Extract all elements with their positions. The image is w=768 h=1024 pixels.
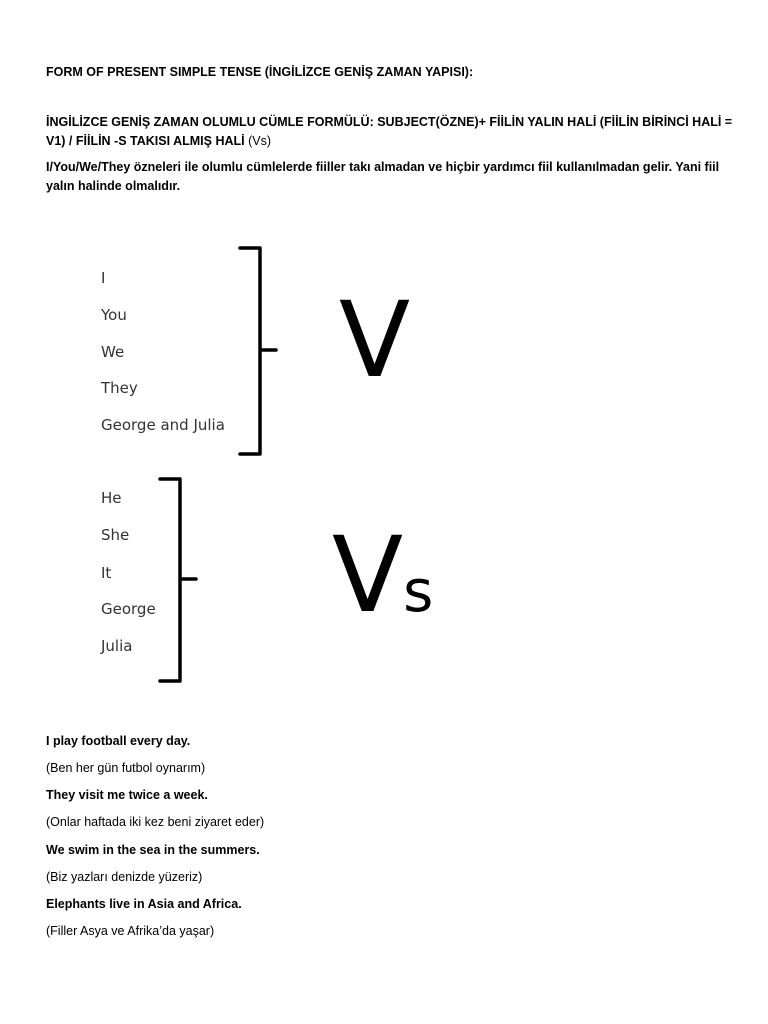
group1-brace (234, 244, 282, 460)
group2-verb (332, 514, 434, 636)
group2-subject: George (101, 600, 156, 618)
group2-brace (154, 475, 202, 687)
group2-subject: Julia (101, 637, 133, 655)
group1-subject: They (101, 379, 138, 397)
group2-subject: It (101, 564, 112, 582)
formula-bold: İNGİLİZCE GENİŞ ZAMAN OLUMLU CÜMLE FORMÜLÜ: SUBJECT(ÖZNE)+ FİİLİN YALIN HALİ (FİİLİN BİRİNCİ HALİ = V1) / FİİLİN -S TAKISI ALMIŞ HALİ (46, 115, 733, 148)
example-english: We swim in the sea in the summers. (46, 843, 260, 857)
group1-subject: George and Julia (101, 416, 225, 434)
formula-text (46, 113, 736, 151)
group2-verb-suffix: s (403, 557, 434, 625)
group1-verb: V (339, 279, 411, 401)
explanation-text: I/You/We/They özneleri ile olumlu cümlelerde fiiller takı almadan ve hiçbir yardımcı fiil kullanılmadan gelir. Yani fiil yalın halinde olmalıdır. (46, 160, 720, 193)
formula-normal: (Vs) (244, 134, 271, 148)
group1-subject: You (101, 306, 127, 324)
group2-subject: She (101, 526, 130, 544)
example-turkish: (Onlar haftada iki kez beni ziyaret eder) (46, 815, 265, 829)
example-english: I play football every day. (46, 734, 191, 748)
group1-subject: We (101, 343, 125, 361)
example-turkish: (Biz yazları denizde yüzeriz) (46, 870, 203, 884)
page-heading: FORM OF PRESENT SIMPLE TENSE (İNGİLİZCE GENİŞ ZAMAN YAPISI): (46, 65, 474, 79)
group1-subject: I (101, 269, 106, 287)
example-turkish: (Filler Asya ve Afrika’da yaşar) (46, 924, 215, 938)
group2-subject: He (101, 489, 122, 507)
subject-verb-diagram (0, 230, 768, 710)
example-english: Elephants live in Asia and Africa. (46, 897, 242, 911)
example-english: They visit me twice a week. (46, 788, 208, 802)
group2-verb-letter: V (332, 514, 404, 636)
example-turkish: (Ben her gün futbol oynarım) (46, 761, 206, 775)
